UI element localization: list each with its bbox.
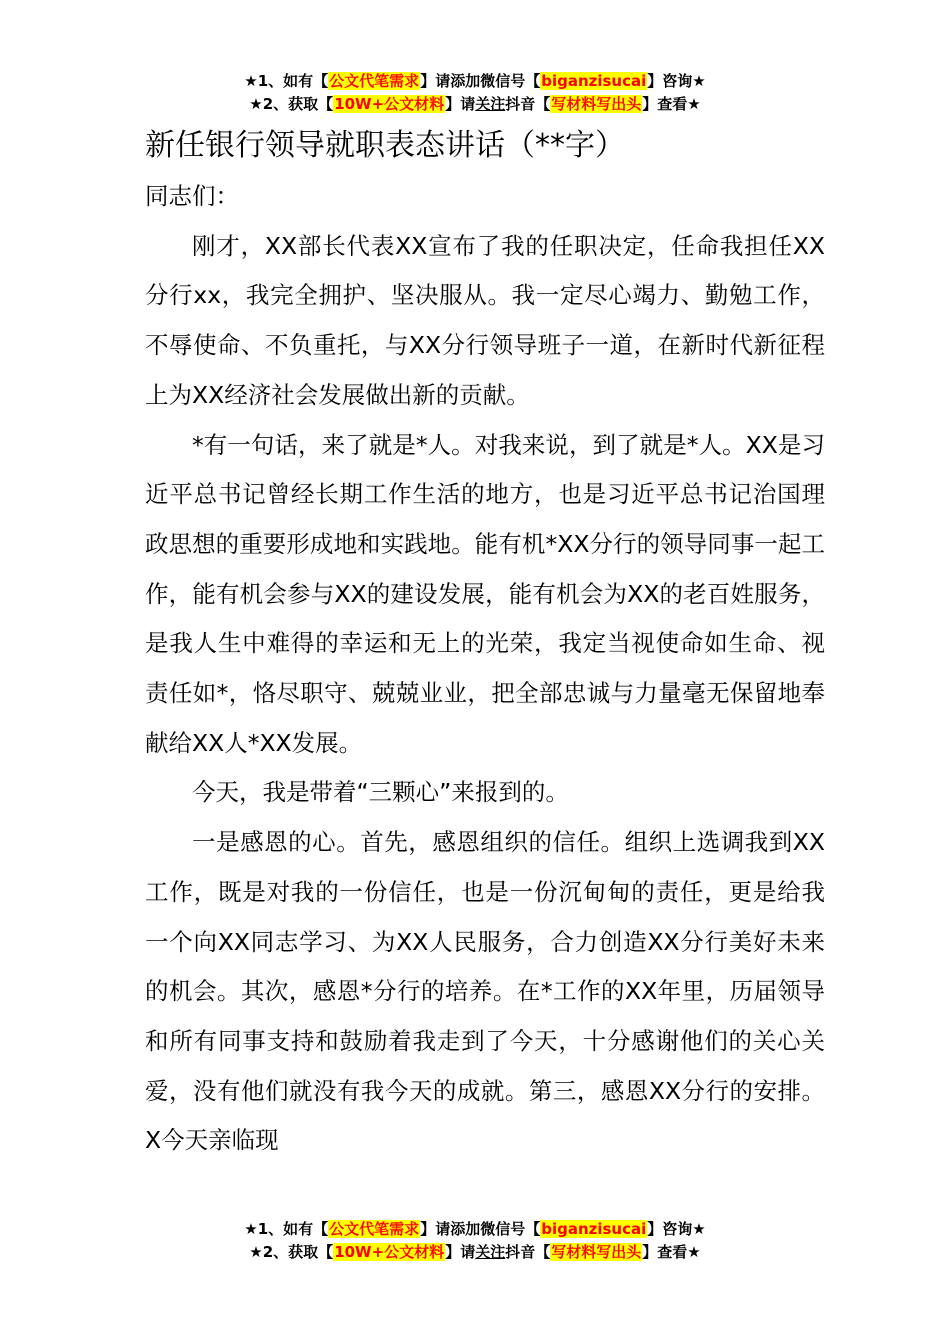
paragraph: 刚才，XX部长代表XX宣布了我的任职决定，任命我担任XX分行xx，我完全拥护、坚决服从。我一定尽心竭力、勤勉工作，不辱使命、不负重托，与XX分行领导班子一道，在新时代新征程上为XX经济社会发展做出新的贡献。 <box>145 231 825 409</box>
banner-text: 】请添加微信号【 <box>420 1220 541 1238</box>
document-title: 新任银行领导就职表态讲话（**字） <box>145 128 625 163</box>
banner-text: ★2、获取【 <box>249 95 334 113</box>
salutation: 同志们： <box>145 182 239 210</box>
banner-text: 】请 <box>445 95 476 113</box>
paragraph: *有一句话，来了就是*人。对我来说，到了就是*人。XX是习近平总书记曾经长期工作生活的地方，也是习近平总书记治国理政思想的重要形成地和实践地。能有机*XX分行的领导同事一起工作，能有机会参与XX的建设发展，能有机会为XX的老百姓服务，是我人生中难得的幸运和无上的光荣，我定当视使命如生命、视责任如*，恪尽职守、兢兢业业，把全部忠诚与力量毫无保留地奉献给XX人*XX发展。 <box>145 430 825 757</box>
banner-highlight: 公文代笔需求 <box>329 1220 420 1238</box>
footer-banner-line-1 <box>0 1218 950 1241</box>
banner-text: ★1、如有【 <box>244 1220 329 1238</box>
header-banner <box>0 70 950 116</box>
footer-banner-line-2 <box>0 1241 950 1264</box>
header-banner-line-1 <box>0 70 950 93</box>
banner-text: ★1、如有【 <box>244 72 329 90</box>
banner-text: 】请 <box>445 1243 476 1261</box>
footer-banner <box>0 1218 950 1264</box>
banner-text: ★2、获取【 <box>249 1243 334 1261</box>
document-body <box>145 172 825 1166</box>
banner-text: 】咨询★ <box>647 72 706 90</box>
banner-highlight: 10W+公文材料 <box>334 1243 445 1261</box>
banner-text: 】查看★ <box>642 1243 701 1261</box>
banner-highlight: 写材料写出头 <box>551 95 642 113</box>
paragraph: 今天，我是带着“三颗心”来报到的。 <box>192 778 569 807</box>
banner-highlight: 公文代笔需求 <box>329 72 420 90</box>
banner-highlight: 写材料写出头 <box>551 1243 642 1261</box>
banner-text: 抖音【 <box>505 95 551 113</box>
banner-underlined: 关注 <box>475 1243 506 1261</box>
banner-text: 】咨询★ <box>647 1220 706 1238</box>
header-banner-line-2 <box>0 93 950 116</box>
banner-highlight: 10W+公文材料 <box>334 95 445 113</box>
banner-highlight: biganzisucai <box>541 72 647 90</box>
banner-underlined: 关注 <box>475 95 506 113</box>
banner-text: 抖音【 <box>505 1243 551 1261</box>
banner-text: 】请添加微信号【 <box>420 72 541 90</box>
banner-highlight: biganzisucai <box>541 1220 647 1238</box>
banner-text: 】查看★ <box>642 95 701 113</box>
paragraph: 一是感恩的心。首先，感恩组织的信任。组织上选调我到XX工作，既是对我的一份信任，也是一份沉甸甸的责任，更是给我一个向XX同志学习、为XX人民服务，合力创造XX分行美好未来的机会。其次，感恩*分行的培养。在*工作的XX年里，历届领导和所有同事支持和鼓励着我走到了今天，十分感谢他们的关心关爱，没有他们就没有我今天的成就。第三，感恩XX分行的安排。X今天亲临现 <box>145 828 825 1155</box>
